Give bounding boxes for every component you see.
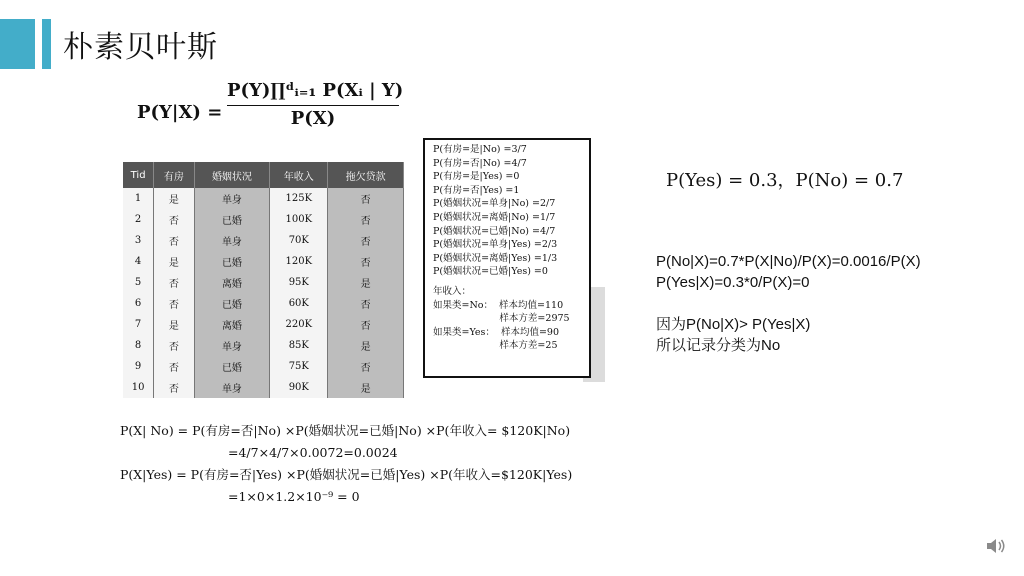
probability-line: P(有房=否|No) =4/7: [433, 157, 527, 169]
likelihood-no-expression: P(X| No) = P(有房=否|No) ×P(婚姻状况=已婚|No) ×P(年收入= $120K|No): [120, 423, 571, 438]
table-row: [123, 272, 404, 293]
table-row: [123, 188, 404, 209]
probability-line: P(有房=否|Yes) =1: [433, 184, 520, 196]
probability-line: P(婚姻状况=已婚|Yes) =0: [433, 266, 548, 278]
table-cell: 否: [328, 209, 404, 230]
table-cell: 否: [154, 272, 194, 293]
table-cell: 否: [328, 356, 404, 377]
income-stat-line: 样本方差=2975: [433, 313, 570, 325]
table-cell: 否: [328, 188, 404, 209]
table-cell: 是: [328, 272, 404, 293]
table-cell: 否: [154, 209, 194, 230]
table-row: [123, 377, 404, 398]
table-cell: 10: [123, 377, 154, 398]
page-title: 朴素贝叶斯: [63, 30, 218, 65]
income-stat-line: 样本方差=25: [433, 340, 558, 352]
training-data-table: [123, 162, 404, 395]
formula-numerator: P(Y)∏ᵈᵢ₌₁ P(Xᵢ | Y): [227, 80, 404, 101]
posterior-explanation: [656, 251, 921, 356]
probability-line: P(有房=是|No) =3/7: [433, 144, 527, 155]
header-annual-income: 年收入: [270, 162, 328, 188]
table-cell: 9: [123, 356, 154, 377]
table-cell: 100K: [270, 209, 328, 230]
header-has-house: 有房: [154, 162, 194, 188]
table-cell: 2: [123, 209, 154, 230]
table-cell: 否: [328, 251, 404, 272]
probability-line: P(婚姻状况=单身|No) =2/7: [433, 198, 556, 210]
table-cell: 120K: [270, 251, 328, 272]
table-row: [123, 251, 404, 272]
table-cell: 85K: [270, 335, 328, 356]
likelihood-yes-result: =1×0×1.2×10⁻⁹ = 0: [228, 489, 360, 504]
probability-line: P(婚姻状况=已婚|No) =4/7: [433, 225, 556, 237]
table-row: [123, 230, 404, 251]
probability-line: P(婚姻状况=离婚|Yes) =1/3: [433, 252, 558, 264]
table-cell: 单身: [194, 230, 270, 251]
formula-fraction: [227, 80, 404, 129]
table-cell: 已婚: [194, 251, 270, 272]
table-cell: 否: [154, 356, 194, 377]
table-cell: 否: [328, 293, 404, 314]
fraction-bar: [227, 105, 399, 106]
table-cell: 单身: [194, 377, 270, 398]
table-cell: 单身: [194, 188, 270, 209]
table-cell: 95K: [270, 272, 328, 293]
table-cell: 单身: [194, 335, 270, 356]
table-row: [123, 209, 404, 230]
formula-denominator: P(X): [290, 108, 336, 129]
probability-line: P(有房=是|Yes) =0: [433, 171, 520, 183]
title-accent-stripe: [42, 19, 51, 69]
likelihood-yes-expression: P(X|Yes) = P(有房=否|Yes) ×P(婚姻状况=已婚|Yes) ×P(年收入=$120K|Yes): [120, 467, 573, 482]
table-cell: 3: [123, 230, 154, 251]
table-header-row: [123, 162, 404, 188]
table-cell: 是: [154, 251, 194, 272]
table-cell: 是: [154, 314, 194, 335]
table-row: [123, 356, 404, 377]
table-cell: 离婚: [194, 272, 270, 293]
likelihood-no-result: =4/7×4/7×0.0072=0.0024: [228, 445, 398, 460]
table-cell: 220K: [270, 314, 328, 335]
table-row: [123, 314, 404, 335]
formula-lhs: P(Y|X) =: [137, 102, 223, 123]
table-cell: 是: [154, 188, 194, 209]
table-row: [123, 335, 404, 356]
table-cell: 已婚: [194, 293, 270, 314]
table-cell: 否: [154, 230, 194, 251]
header-default: 拖欠贷款: [328, 162, 404, 188]
table-cell: 否: [154, 377, 194, 398]
posterior-no: P(No|X)=0.7*P(X|No)/P(X)=0.0016/P(X): [656, 253, 921, 270]
title-accent-bar: [0, 19, 35, 69]
probability-line: P(婚姻状况=离婚|No) =1/7: [433, 211, 556, 223]
table-cell: 70K: [270, 230, 328, 251]
table-cell: 否: [154, 293, 194, 314]
table-cell: 8: [123, 335, 154, 356]
table-cell: 离婚: [194, 314, 270, 335]
income-stat-line: 如果类=No： 样本均值=110: [433, 299, 564, 311]
table-cell: 125K: [270, 188, 328, 209]
comparison-text: 因为P(No|X)> P(Yes|X): [656, 316, 811, 333]
table-cell: 75K: [270, 356, 328, 377]
table-cell: 90K: [270, 377, 328, 398]
table-row: [123, 293, 404, 314]
table-cell: 6: [123, 293, 154, 314]
table-cell: 已婚: [194, 356, 270, 377]
table-cell: 否: [154, 335, 194, 356]
prior-probabilities: P(Yes) = 0.3，P(No) = 0.7: [666, 170, 904, 191]
income-title: 年收入：: [433, 285, 472, 297]
probability-line: P(婚姻状况=单身|Yes) =2/3: [433, 239, 558, 251]
header-marital-status: 婚姻状况: [194, 162, 270, 188]
table-cell: 否: [328, 230, 404, 251]
header-tid: Tid: [123, 162, 154, 188]
table-cell: 60K: [270, 293, 328, 314]
table-cell: 7: [123, 314, 154, 335]
table-cell: 1: [123, 188, 154, 209]
conclusion-text: 所以记录分类为No: [656, 337, 781, 354]
posterior-yes: P(Yes|X)=0.3*0/P(X)=0: [656, 274, 810, 291]
table-cell: 否: [328, 314, 404, 335]
table-cell: 是: [328, 377, 404, 398]
table-cell: 4: [123, 251, 154, 272]
table-cell: 5: [123, 272, 154, 293]
income-stat-line: 如果类=Yes： 样本均值=90: [433, 326, 559, 338]
table-cell: 已婚: [194, 209, 270, 230]
speaker-icon[interactable]: [985, 537, 1007, 555]
table-cell: 是: [328, 335, 404, 356]
conditional-probabilities-box: [423, 138, 591, 378]
